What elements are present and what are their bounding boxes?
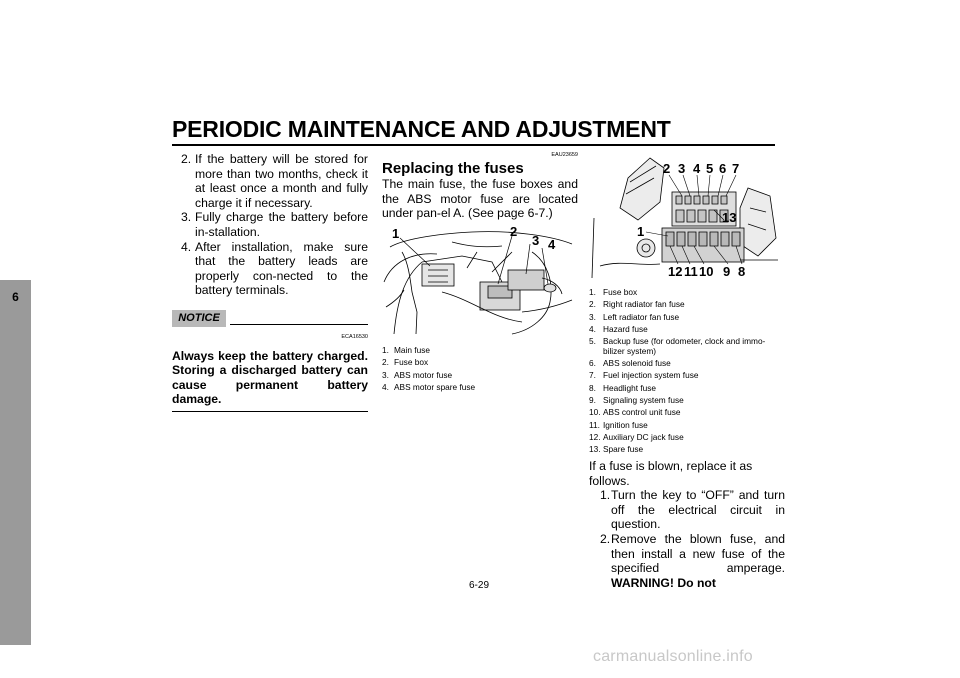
notice-text: Always keep the battery charged. Storing a discharged battery can cause permanent battery damage. (172, 348, 368, 407)
callout-8: 8 (738, 264, 746, 279)
procedure-intro: If a fuse is blown, replace it as follows. (589, 459, 753, 488)
callout-3: 3 (678, 161, 686, 176)
figure1-legend (382, 344, 577, 393)
legend-item: 1. Fuse box (589, 287, 638, 297)
main-fuse-figure (382, 222, 577, 338)
callout-2: 2 (663, 161, 671, 176)
step-number: 2. (181, 152, 192, 166)
title-rule (172, 144, 775, 146)
legend-item: 10. ABS control unit fuse (589, 407, 681, 418)
callout-4: 4 (548, 237, 556, 252)
blown-fuse-procedure (589, 459, 785, 590)
step-text: After installation, make sure that the battery leads are properly con-nected to the battery terminals. (195, 239, 368, 298)
step-text: Fully charge the battery before in-stallation. (195, 210, 368, 239)
callout-12: 12 (668, 264, 683, 279)
step-number: 1. (600, 488, 611, 503)
step-text: Turn the key to “OFF” and turn off the electrical circuit in question. (611, 488, 785, 532)
callout-6: 6 (719, 161, 727, 176)
notice-code: ECA16530 (341, 333, 368, 340)
step-text: If the battery will be stored for more than two months, check it at least once a month and fully charge it if necessary. (195, 152, 368, 210)
callout-13: 13 (722, 210, 737, 225)
page-number: 6-29 (469, 580, 490, 591)
battery-column (172, 152, 368, 412)
procedure-step (589, 488, 785, 532)
callout-9: 9 (723, 264, 731, 279)
legend-item: 2. Fuse box (382, 357, 429, 368)
legend-item: 1. Main fuse (382, 345, 430, 355)
callout-3: 3 (532, 233, 540, 248)
notice-header (172, 310, 368, 328)
battery-step (172, 210, 368, 239)
step-number: 3. (181, 210, 192, 225)
legend-item: 7. Fuel injection system fuse (589, 370, 699, 381)
legend-item: 5. Backup fuse (for odometer, clock and immo-bilizer system) (589, 336, 766, 357)
legend-item: 4. Hazard fuse (589, 323, 648, 334)
notice-end-rule (172, 411, 368, 412)
callout-10: 10 (699, 264, 714, 279)
battery-step (172, 152, 368, 210)
callout-4: 4 (693, 161, 701, 176)
callout-2: 2 (510, 224, 518, 239)
fuse-box-figure (590, 148, 780, 280)
section-intro: The main fuse, the fuse boxes and the ABS motor fuse are located under pan-el A. (See page 6-7.) (382, 177, 578, 221)
step-text: Remove the blown fuse, and then install a new fuse of the specified amperage. (611, 531, 785, 576)
notice-rule (230, 324, 368, 325)
callout-1: 1 (637, 224, 645, 239)
chapter-number: 6 (12, 290, 19, 304)
footer-watermark: carmanualsonline.info (593, 648, 753, 665)
legend-item: 2. Right radiator fan fuse (589, 299, 685, 310)
legend-item: 3. Left radiator fan fuse (589, 311, 680, 322)
step-number: 2. (600, 531, 611, 546)
legend-item: 12. Auxiliary DC jack fuse (589, 431, 684, 442)
callout-5: 5 (706, 161, 714, 176)
procedure-step (589, 532, 785, 590)
callout-11: 11 (684, 264, 698, 279)
legend-item: 9. Signaling system fuse (589, 395, 684, 406)
page-title: PERIODIC MAINTENANCE AND ADJUSTMENT (172, 116, 671, 142)
warning-text: WARNING! Do not (611, 575, 716, 590)
section-code: EAU23659 (551, 152, 578, 158)
callout-1: 1 (392, 226, 400, 241)
step-number: 4. (181, 239, 192, 254)
legend-item: 3. ABS motor fuse (382, 369, 453, 380)
section-heading: Replacing the fuses (382, 160, 524, 177)
legend-item: 8. Headlight fuse (589, 382, 657, 393)
legend-item: 13. Spare fuse (589, 444, 644, 455)
chapter-tab (0, 280, 31, 645)
battery-step (172, 240, 368, 298)
legend-item: 6. ABS solenoid fuse (589, 358, 671, 369)
figure2-legend (589, 286, 785, 456)
notice-badge: NOTICE (172, 310, 226, 327)
callout-7: 7 (732, 161, 740, 176)
legend-item: 11. Ignition fuse (589, 419, 648, 430)
fuses-column (382, 152, 578, 221)
legend-item: 4. ABS motor spare fuse (382, 381, 476, 392)
